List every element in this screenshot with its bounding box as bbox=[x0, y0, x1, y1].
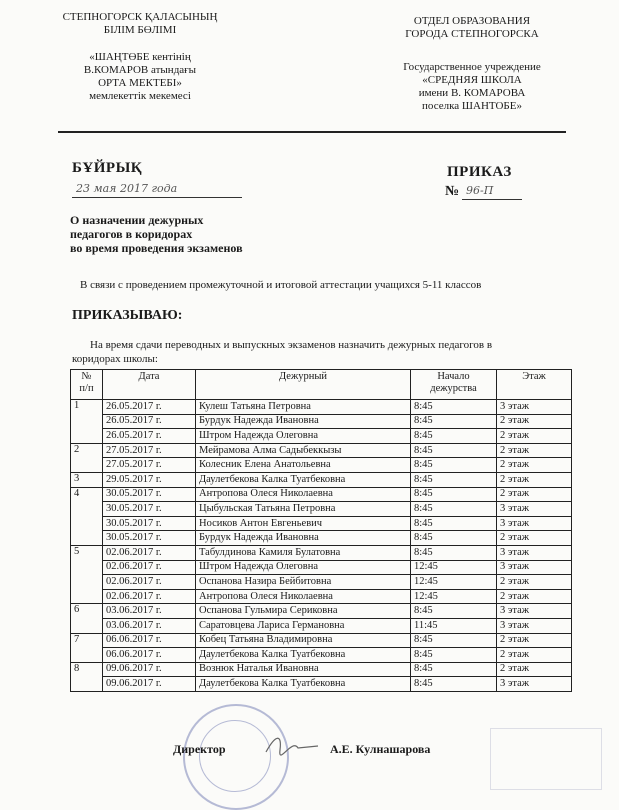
cell-teacher: Колесник Елена Анатольевна bbox=[196, 458, 411, 473]
header-date: Дата bbox=[103, 370, 196, 400]
header-start-line: Начало bbox=[437, 371, 470, 382]
table-row bbox=[71, 604, 572, 619]
header-left-line: БІЛІМ БӨЛІМІ bbox=[103, 24, 177, 36]
cell-start: 11:45 bbox=[411, 618, 497, 633]
cell-date: 27.05.2017 г. bbox=[103, 443, 196, 458]
cell-teacher: Оспанова Гульмира Сериковна bbox=[196, 604, 411, 619]
cell-num: 7 bbox=[71, 633, 103, 662]
cell-floor: 2 этаж bbox=[497, 575, 572, 590]
header-start-line: дежурства bbox=[430, 383, 477, 394]
order-title-ru: ПРИКАЗ bbox=[447, 164, 512, 180]
cell-floor: 2 этаж bbox=[497, 414, 572, 429]
cell-teacher: Штром Надежда Олеговна bbox=[196, 560, 411, 575]
signature-scribble bbox=[262, 730, 322, 760]
cell-floor: 3 этаж bbox=[497, 516, 572, 531]
order-number-line bbox=[462, 183, 522, 200]
intro-text: В связи с проведением промежуточной и итоговой аттестации учащихся 5-11 классов bbox=[80, 279, 482, 291]
header-start bbox=[411, 370, 497, 400]
cell-date: 09.06.2017 г. bbox=[103, 662, 196, 677]
faded-stamp bbox=[490, 728, 602, 790]
header-num bbox=[71, 370, 103, 400]
cell-num: 6 bbox=[71, 604, 103, 633]
order-number-label: № bbox=[445, 184, 460, 199]
table-row bbox=[71, 516, 572, 531]
header-left-line: СТЕПНОГОРСК ҚАЛАСЫНЫҢ bbox=[62, 11, 218, 23]
cell-start: 8:45 bbox=[411, 545, 497, 560]
cell-date: 06.06.2017 г. bbox=[103, 648, 196, 663]
cell-floor: 2 этаж bbox=[497, 429, 572, 444]
cell-floor: 2 этаж bbox=[497, 531, 572, 546]
table-row bbox=[71, 618, 572, 633]
header-left-line: мемлекеттік мекемесі bbox=[89, 90, 191, 102]
cell-teacher: Антропова Олеся Николаевна bbox=[196, 589, 411, 604]
header-right-school bbox=[384, 61, 560, 113]
cell-date: 02.06.2017 г. bbox=[103, 589, 196, 604]
cell-teacher: Табулдинова Камиля Булатовна bbox=[196, 545, 411, 560]
signature-role: Директор bbox=[173, 742, 226, 756]
cell-floor: 3 этаж bbox=[497, 560, 572, 575]
cell-floor: 3 этаж bbox=[497, 677, 572, 692]
subject-line: во время проведения экзаменов bbox=[70, 241, 243, 255]
cell-floor: 3 этаж bbox=[497, 618, 572, 633]
cell-teacher: Оспанова Назира Бейбитовна bbox=[196, 575, 411, 590]
cell-date: 30.05.2017 г. bbox=[103, 502, 196, 517]
header-right bbox=[384, 15, 560, 41]
table-row bbox=[71, 502, 572, 517]
cell-start: 8:45 bbox=[411, 633, 497, 648]
cell-start: 8:45 bbox=[411, 472, 497, 487]
cell-teacher: Носиков Антон Евгеньевич bbox=[196, 516, 411, 531]
instruction-line1: На время сдачи переводных и выпускных экзаменов назначить дежурных педагогов в bbox=[90, 339, 493, 351]
cell-date: 03.06.2017 г. bbox=[103, 604, 196, 619]
table-row bbox=[71, 400, 572, 415]
cell-teacher: Бурдук Надежда Ивановна bbox=[196, 414, 411, 429]
cell-floor: 2 этаж bbox=[497, 472, 572, 487]
cell-teacher: Антропова Олеся Николаевна bbox=[196, 487, 411, 502]
table-row bbox=[71, 429, 572, 444]
header-left-line: ОРТА МЕКТЕБІ» bbox=[98, 77, 182, 89]
table-row bbox=[71, 458, 572, 473]
table-header-row bbox=[71, 370, 572, 400]
cell-teacher: Даулетбекова Калка Туатбековна bbox=[196, 648, 411, 663]
header-left-line: «ШАҢТӨБЕ кентінің bbox=[89, 51, 191, 63]
cell-floor: 2 этаж bbox=[497, 443, 572, 458]
order-date: 23 мая 2017 года bbox=[76, 182, 178, 195]
cell-date: 26.05.2017 г. bbox=[103, 400, 196, 415]
cell-start: 8:45 bbox=[411, 502, 497, 517]
cell-floor: 3 этаж bbox=[497, 545, 572, 560]
header-right-line: имени В. КОМАРОВА bbox=[418, 87, 526, 99]
cell-floor: 3 этаж bbox=[497, 400, 572, 415]
cell-start: 8:45 bbox=[411, 443, 497, 458]
cell-floor: 2 этаж bbox=[497, 648, 572, 663]
order-number: 96-П bbox=[466, 184, 494, 197]
cell-teacher: Кулеш Татьяна Петровна bbox=[196, 400, 411, 415]
header-right-line: ОТДЕЛ ОБРАЗОВАНИЯ bbox=[413, 15, 531, 27]
cell-floor: 3 этаж bbox=[497, 502, 572, 517]
duty-table bbox=[70, 369, 572, 692]
cell-start: 8:45 bbox=[411, 516, 497, 531]
cell-teacher: Бурдук Надежда Ивановна bbox=[196, 531, 411, 546]
cell-start: 8:45 bbox=[411, 604, 497, 619]
cell-start: 8:45 bbox=[411, 677, 497, 692]
cell-teacher: Вознюк Наталья Ивановна bbox=[196, 662, 411, 677]
table-row bbox=[71, 560, 572, 575]
cell-start: 12:45 bbox=[411, 560, 497, 575]
table-row bbox=[71, 633, 572, 648]
cell-date: 26.05.2017 г. bbox=[103, 429, 196, 444]
signature-name: А.Е. Кулнашарова bbox=[330, 742, 431, 756]
header-right-line: Государственное учреждение bbox=[403, 61, 541, 73]
header-right-line: «СРЕДНЯЯ ШКОЛА bbox=[422, 74, 522, 86]
cell-teacher: Саратовцева Лариса Германовна bbox=[196, 618, 411, 633]
cell-teacher: Кобец Татьяна Владимировна bbox=[196, 633, 411, 648]
header-floor: Этаж bbox=[497, 370, 572, 400]
header-left-line: В.КОМАРОВ атындағы bbox=[83, 64, 197, 76]
table-row bbox=[71, 414, 572, 429]
subject-line: педагогов в коридорах bbox=[70, 227, 193, 241]
header-teacher: Дежурный bbox=[196, 370, 411, 400]
table-row bbox=[71, 545, 572, 560]
cell-date: 09.06.2017 г. bbox=[103, 677, 196, 692]
cell-floor: 2 этаж bbox=[497, 633, 572, 648]
header-divider bbox=[58, 131, 566, 133]
cell-date: 06.06.2017 г. bbox=[103, 633, 196, 648]
cell-teacher: Цыбульская Татьяна Петровна bbox=[196, 502, 411, 517]
header-right-line: поселка ШАНТОБЕ» bbox=[422, 100, 522, 112]
cell-start: 8:45 bbox=[411, 429, 497, 444]
cell-date: 02.06.2017 г. bbox=[103, 575, 196, 590]
table-row bbox=[71, 589, 572, 604]
cell-start: 12:45 bbox=[411, 589, 497, 604]
table-row bbox=[71, 487, 572, 502]
cell-date: 02.06.2017 г. bbox=[103, 545, 196, 560]
order-date-line bbox=[72, 181, 242, 198]
cell-start: 12:45 bbox=[411, 575, 497, 590]
cell-teacher: Даулетбекова Калка Туатбековна bbox=[196, 472, 411, 487]
cell-start: 8:45 bbox=[411, 458, 497, 473]
cell-num: 4 bbox=[71, 487, 103, 545]
table-row bbox=[71, 443, 572, 458]
header-left bbox=[40, 11, 240, 37]
cell-num: 8 bbox=[71, 662, 103, 691]
order-title-kz: БҰЙРЫҚ bbox=[72, 160, 143, 176]
cell-floor: 2 этаж bbox=[497, 662, 572, 677]
cell-date: 29.05.2017 г. bbox=[103, 472, 196, 487]
cell-date: 26.05.2017 г. bbox=[103, 414, 196, 429]
subject-line: О назначении дежурных bbox=[70, 213, 204, 227]
cell-date: 30.05.2017 г. bbox=[103, 531, 196, 546]
cell-num: 2 bbox=[71, 443, 103, 472]
command-heading: ПРИКАЗЫВАЮ: bbox=[72, 308, 183, 323]
cell-num: 3 bbox=[71, 472, 103, 487]
header-num-line: п/п bbox=[79, 383, 94, 394]
cell-floor: 2 этаж bbox=[497, 458, 572, 473]
table-row bbox=[71, 575, 572, 590]
table-row bbox=[71, 531, 572, 546]
header-right-line: ГОРОДА СТЕПНОГОРСКА bbox=[405, 28, 539, 40]
table-row bbox=[71, 677, 572, 692]
cell-date: 03.06.2017 г. bbox=[103, 618, 196, 633]
header-num-line: № bbox=[81, 371, 92, 382]
cell-start: 8:45 bbox=[411, 414, 497, 429]
cell-start: 8:45 bbox=[411, 531, 497, 546]
order-subject bbox=[70, 213, 243, 255]
cell-start: 8:45 bbox=[411, 662, 497, 677]
cell-date: 30.05.2017 г. bbox=[103, 516, 196, 531]
cell-start: 8:45 bbox=[411, 648, 497, 663]
header-left-school bbox=[40, 51, 240, 103]
cell-start: 8:45 bbox=[411, 400, 497, 415]
cell-teacher: Даулетбекова Калка Туатбековна bbox=[196, 677, 411, 692]
instruction-line2: коридорах школы: bbox=[72, 353, 158, 365]
cell-teacher: Мейрамова Алма Садыбеккызы bbox=[196, 443, 411, 458]
table-row bbox=[71, 662, 572, 677]
table-row bbox=[71, 472, 572, 487]
cell-date: 30.05.2017 г. bbox=[103, 487, 196, 502]
cell-num: 1 bbox=[71, 400, 103, 444]
cell-date: 27.05.2017 г. bbox=[103, 458, 196, 473]
cell-floor: 2 этаж bbox=[497, 589, 572, 604]
cell-floor: 3 этаж bbox=[497, 604, 572, 619]
cell-num: 5 bbox=[71, 545, 103, 603]
cell-floor: 2 этаж bbox=[497, 487, 572, 502]
cell-date: 02.06.2017 г. bbox=[103, 560, 196, 575]
cell-start: 8:45 bbox=[411, 487, 497, 502]
cell-teacher: Штром Надежда Олеговна bbox=[196, 429, 411, 444]
table-row bbox=[71, 648, 572, 663]
